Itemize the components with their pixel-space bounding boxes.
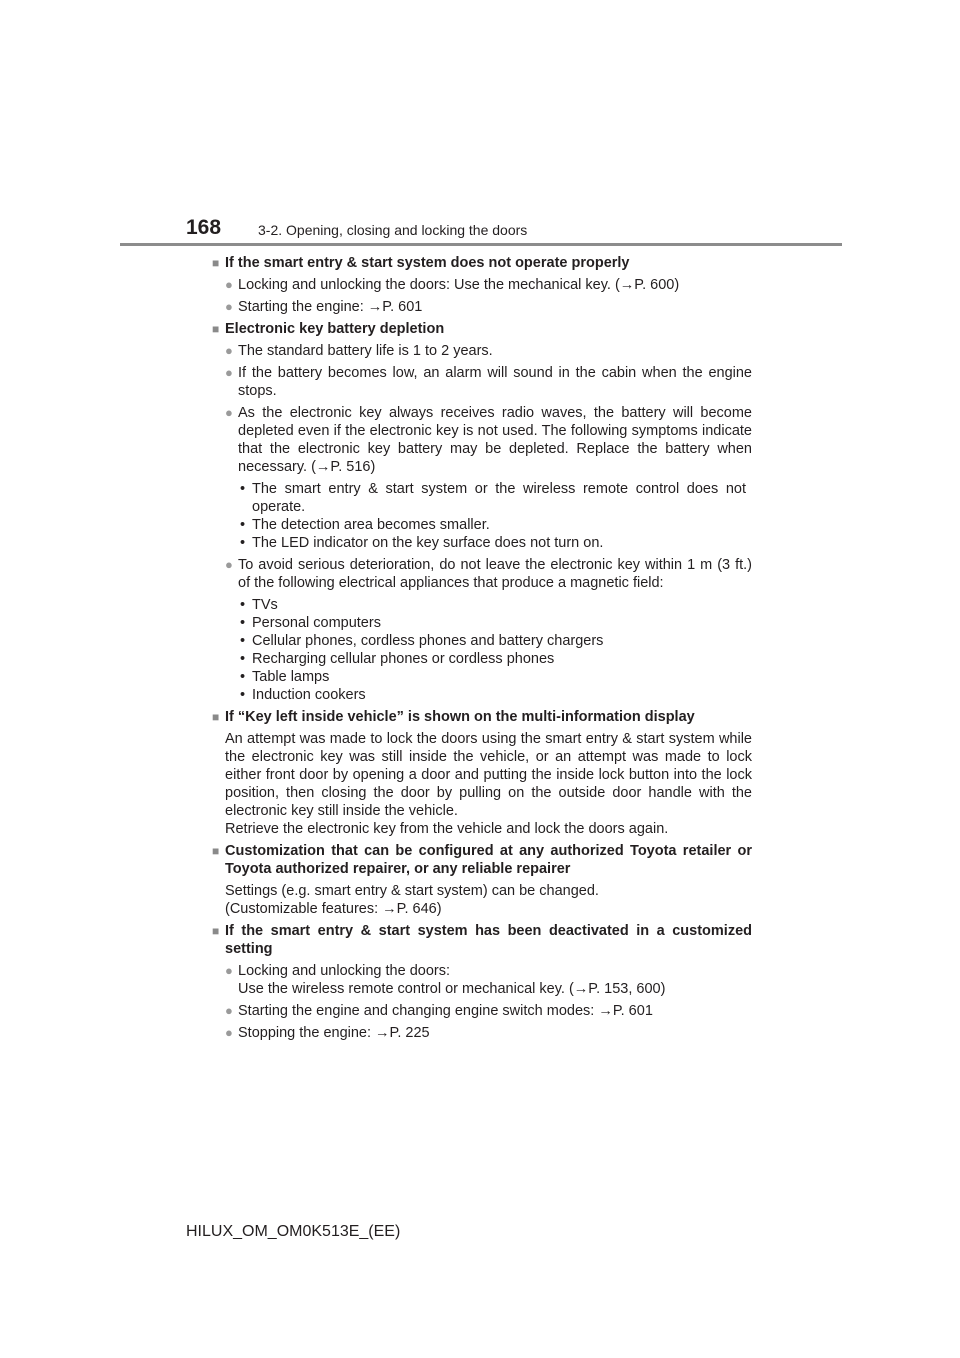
page-content bbox=[212, 254, 752, 1046]
sub-item-text: TVs bbox=[252, 597, 278, 613]
document-code: HILUX_OM_OM0K513E_(EE) bbox=[186, 1223, 401, 1240]
sub-item-text: The LED indicator on the key surface does not turn on. bbox=[252, 535, 604, 551]
square-bullet-icon: ■ bbox=[212, 322, 220, 336]
circle-bullet-icon: ● bbox=[225, 343, 233, 358]
circle-bullet-icon: ● bbox=[225, 365, 233, 380]
heading-text: If “Key left inside vehicle” is shown on the multi-information display bbox=[225, 709, 695, 725]
sub-item-text: The detection area becomes smaller. bbox=[252, 517, 490, 533]
bullet-item bbox=[225, 276, 752, 294]
paragraph bbox=[225, 730, 752, 838]
bullet-text: Locking and unlocking the doors: bbox=[238, 963, 451, 979]
circle-bullet-icon: ● bbox=[225, 963, 233, 978]
square-bullet-icon: ■ bbox=[212, 710, 220, 724]
dot-bullet-icon: • bbox=[240, 481, 246, 497]
dot-bullet-icon: • bbox=[240, 517, 246, 533]
sub-item-text: Personal computers bbox=[252, 615, 381, 631]
section-heading bbox=[212, 922, 752, 958]
bullet-item bbox=[225, 404, 752, 476]
section-heading bbox=[212, 254, 752, 272]
section-heading bbox=[212, 708, 752, 726]
bullet-text: Stopping the engine: →P. 225 bbox=[238, 1025, 430, 1041]
dot-bullet-icon: • bbox=[240, 633, 246, 649]
bullet-text: Starting the engine: →P. 601 bbox=[238, 299, 423, 315]
bullet-text: If the battery becomes low, an alarm will sound in the cabin when the engine stops. bbox=[238, 365, 752, 399]
sub-list-item bbox=[238, 534, 752, 552]
bullet-text: To avoid serious deterioration, do not leave the electronic key within 1 m (3 ft.) of the following electrical appliances that produce a magnetic field: bbox=[238, 557, 752, 591]
dot-bullet-icon: • bbox=[240, 669, 246, 685]
bullet-text: As the electronic key always receives radio waves, the battery will become depleted even if the electronic key is not used. The following symptoms indicate that the electronic key battery may be depleted. Replace the battery when necessary. (→P. 516) bbox=[238, 405, 752, 475]
bullet-item bbox=[225, 342, 752, 360]
sub-list-item bbox=[238, 614, 752, 632]
dot-bullet-icon: • bbox=[240, 687, 246, 703]
bullet-text-block bbox=[238, 962, 752, 998]
bullet-item bbox=[225, 298, 752, 316]
section-heading bbox=[212, 320, 752, 338]
dot-bullet-icon: • bbox=[240, 651, 246, 667]
heading-text: Electronic key battery depletion bbox=[225, 321, 445, 337]
sub-list-item bbox=[238, 668, 752, 686]
sub-list-item bbox=[238, 650, 752, 668]
sub-item-text: Table lamps bbox=[252, 669, 330, 685]
bullet-text: Locking and unlocking the doors: Use the mechanical key. (→P. 600) bbox=[238, 277, 680, 293]
square-bullet-icon: ■ bbox=[212, 256, 220, 270]
header-rule bbox=[120, 243, 842, 246]
bullet-item bbox=[225, 556, 752, 592]
sub-list-item bbox=[238, 596, 752, 614]
section-title: 3-2. Opening, closing and locking the doors bbox=[258, 222, 528, 238]
heading-text: If the smart entry & start system has been deactivated in a customized setting bbox=[225, 923, 752, 957]
circle-bullet-icon: ● bbox=[225, 405, 233, 420]
paragraph-text: Settings (e.g. smart entry & start system) can be changed. bbox=[225, 883, 599, 899]
sub-list bbox=[238, 596, 752, 704]
section-heading bbox=[212, 842, 752, 878]
sub-list-item bbox=[238, 516, 752, 534]
sub-item-text: Cellular phones, cordless phones and battery chargers bbox=[252, 633, 604, 649]
heading-text: If the smart entry & start system does not operate properly bbox=[225, 255, 630, 271]
dot-bullet-icon: • bbox=[240, 535, 246, 551]
sub-list-item bbox=[238, 686, 752, 704]
bullet-item bbox=[225, 1002, 752, 1020]
bullet-item bbox=[225, 1024, 752, 1042]
bullet-item bbox=[225, 364, 752, 400]
paragraph-text: Retrieve the electronic key from the vehicle and lock the doors again. bbox=[225, 821, 669, 837]
bullet-text: Use the wireless remote control or mechanical key. (→P. 153, 600) bbox=[238, 981, 666, 997]
sub-list-item bbox=[238, 632, 752, 650]
paragraph-text: An attempt was made to lock the doors using the smart entry & start system while the electronic key was still inside the vehicle, or an attempt was made to lock either front door by opening a door and putting the inside lock button into the lock position, then closing the door by pulling on the outside door handle with the electronic key still inside the vehicle. bbox=[225, 731, 752, 819]
dot-bullet-icon: • bbox=[240, 615, 246, 631]
sub-list bbox=[238, 480, 752, 552]
sub-item-text: The smart entry & start system or the wireless remote control does not operate. bbox=[252, 481, 746, 515]
circle-bullet-icon: ● bbox=[225, 277, 233, 292]
circle-bullet-icon: ● bbox=[225, 1025, 233, 1040]
square-bullet-icon: ■ bbox=[212, 844, 220, 858]
circle-bullet-icon: ● bbox=[225, 557, 233, 572]
bullet-item bbox=[225, 962, 752, 998]
paragraph bbox=[225, 882, 752, 918]
heading-text: Customization that can be configured at any authorized Toyota retailer or Toyota authorized repairer, or any reliable repairer bbox=[225, 843, 752, 877]
circle-bullet-icon: ● bbox=[225, 1003, 233, 1018]
sub-item-text: Recharging cellular phones or cordless phones bbox=[252, 651, 555, 667]
sub-list-item bbox=[238, 480, 752, 516]
bullet-text: Starting the engine and changing engine switch modes: →P. 601 bbox=[238, 1003, 653, 1019]
square-bullet-icon: ■ bbox=[212, 924, 220, 938]
sub-item-text: Induction cookers bbox=[252, 687, 366, 703]
circle-bullet-icon: ● bbox=[225, 299, 233, 314]
bullet-text: The standard battery life is 1 to 2 years. bbox=[238, 343, 493, 359]
dot-bullet-icon: • bbox=[240, 597, 246, 613]
page-number: 168 bbox=[186, 216, 222, 239]
paragraph-text: (Customizable features: →P. 646) bbox=[225, 901, 442, 917]
